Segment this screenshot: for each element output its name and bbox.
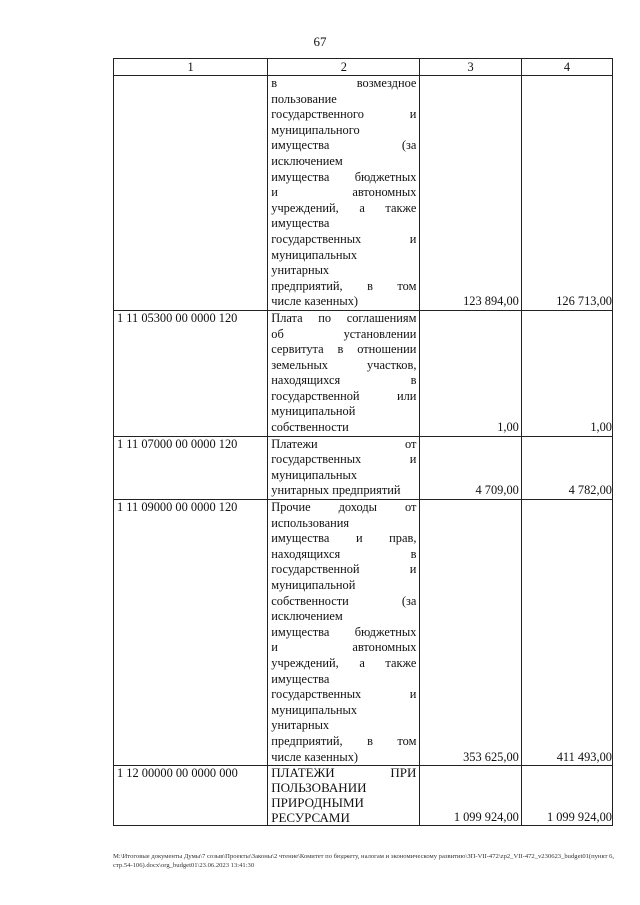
description-line: имущества	[271, 216, 330, 231]
description-line: об установлении	[271, 326, 417, 341]
row-code: 1 11 05300 00 0000 120	[114, 310, 268, 436]
description-line: имущества бюджетных	[271, 169, 417, 184]
description-line: исключением	[271, 609, 343, 624]
description-line: собственности	[271, 420, 349, 435]
description-line: находящихся в	[271, 546, 417, 561]
description-line: унитарных предприятий	[271, 483, 401, 498]
row-value-col4: 411 493,00	[521, 500, 612, 766]
description-line: имущества бюджетных	[271, 624, 417, 639]
description-line: государственного и	[271, 107, 417, 122]
description-line: ПОЛЬЗОВАНИИ	[271, 779, 367, 795]
description-line: предприятий, в том	[271, 733, 417, 748]
row-value-col3: 4 709,00	[420, 436, 521, 499]
row-value-col3: 353 625,00	[420, 500, 521, 766]
table-row	[114, 766, 613, 826]
description-line: ПРИРОДНЫМИ	[271, 794, 364, 810]
row-description	[268, 436, 420, 499]
description-line: сервитута в отношении	[271, 342, 417, 357]
row-code	[114, 76, 268, 311]
description-line: исключением	[271, 153, 343, 168]
description-line: учреждений, а также	[271, 200, 417, 215]
description-line: муниципальных	[271, 702, 358, 717]
table-row	[114, 436, 613, 499]
description-line: муниципальной	[271, 578, 356, 592]
description-line: имущества (за	[271, 138, 417, 153]
row-value-col4: 4 782,00	[521, 436, 612, 499]
description-line: имущества и прав,	[271, 531, 417, 546]
description-line: Платежи от	[271, 436, 417, 451]
description-line: РЕСУРСАМИ	[271, 809, 350, 825]
description-line: и автономных	[271, 640, 417, 655]
row-value-col3: 1,00	[420, 310, 521, 436]
description-line: земельных участков,	[271, 357, 417, 372]
description-line: ПЛАТЕЖИ ПРИ	[271, 765, 417, 781]
description-line: унитарных	[271, 263, 330, 278]
table-row	[114, 500, 613, 766]
description-line: Плата по соглашениям	[271, 310, 417, 325]
description-line: использования	[271, 515, 350, 530]
description-line: муниципальных	[271, 247, 358, 262]
page-number: 67	[313, 34, 327, 49]
row-value-col3: 123 894,00	[420, 76, 521, 311]
description-line: имущества	[271, 671, 330, 686]
description-line: находящихся в	[271, 373, 417, 388]
column-header-1: 1	[114, 59, 268, 76]
description-line: предприятий, в том	[271, 278, 417, 293]
description-line: собственности (за	[271, 593, 417, 608]
description-line: государственных и	[271, 687, 417, 702]
description-line: муниципального	[271, 122, 360, 137]
description-line: унитарных	[271, 718, 330, 733]
column-header-4: 4	[521, 59, 612, 76]
row-description	[268, 500, 420, 766]
row-code: 1 11 09000 00 0000 120	[114, 500, 268, 766]
description-line: муниципальной	[271, 404, 356, 419]
row-description	[268, 76, 420, 311]
row-value-col4: 126 713,00	[521, 76, 612, 311]
description-line: в возмездное	[271, 76, 417, 90]
description-line: числе казенных)	[271, 749, 359, 764]
row-code: 1 11 07000 00 0000 120	[114, 436, 268, 499]
description-line: и автономных	[271, 185, 417, 200]
row-value-col4: 1,00	[521, 310, 612, 436]
description-line: государственных и	[271, 452, 417, 467]
description-line: числе казенных)	[271, 294, 359, 309]
row-value-col3: 1 099 924,00	[420, 766, 521, 826]
description-line: Прочие доходы от	[271, 500, 417, 515]
budget-table	[113, 58, 613, 826]
column-header-2: 2	[268, 59, 420, 76]
row-description	[268, 310, 420, 436]
column-header-3: 3	[420, 59, 521, 76]
row-description	[268, 766, 420, 826]
table-row	[114, 76, 613, 311]
description-line: государственных и	[271, 231, 417, 246]
row-value-col4: 1 099 924,00	[521, 766, 612, 826]
description-line: муниципальных	[271, 467, 358, 482]
table-row	[114, 310, 613, 436]
description-line: государственной или	[271, 388, 417, 403]
description-line: государственной и	[271, 562, 417, 577]
document-path-footer: М:\Итоговые документы Думы\7 созыв\Проекты\Законы\2 чтение\Комитет по бюджету, налогам и экономическому развитию\ЗП-VII-472\zp2_VII-472_v230623_budget01(пункт 6, стр.54-106).docx\org_budget01\23.06.2023 13:41:30	[113, 853, 615, 869]
description-line: пользование	[271, 91, 337, 106]
row-code: 1 12 00000 00 0000 000	[114, 766, 268, 826]
description-line: учреждений, а также	[271, 655, 417, 670]
table-header-row	[114, 59, 613, 76]
